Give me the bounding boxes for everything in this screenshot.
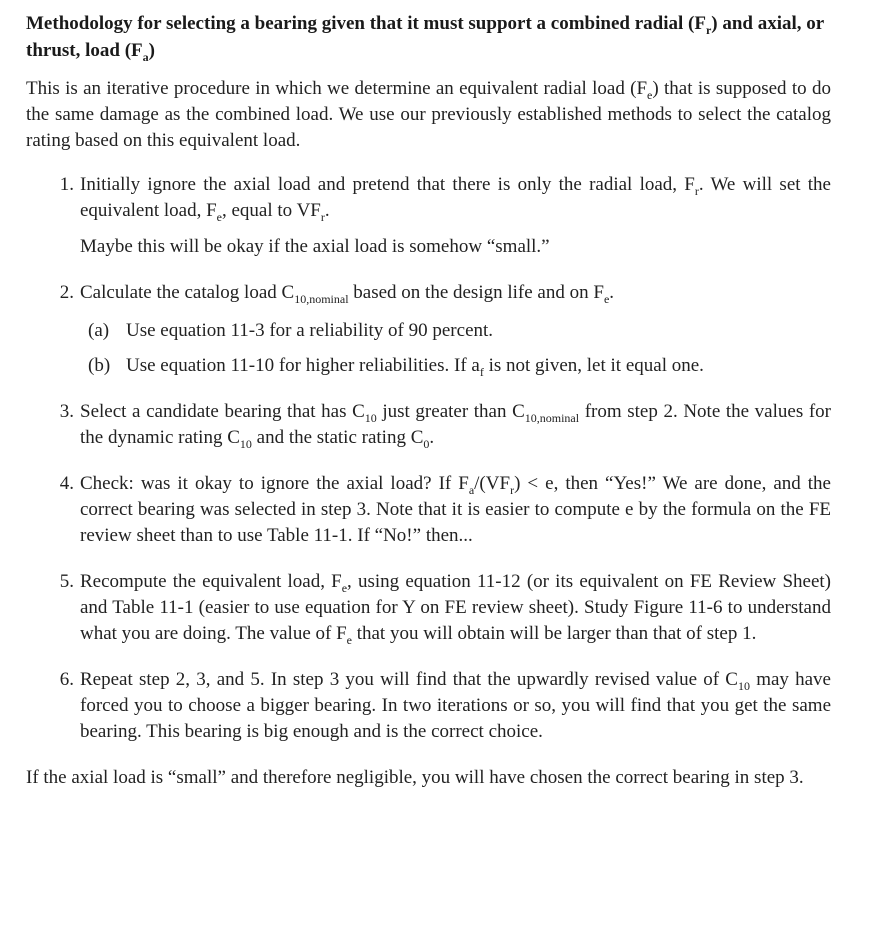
sub-text: Use equation 11-3 for a reliability of 90 percent. [126,320,494,341]
step-4-text [80,471,831,549]
step-1-text [80,172,831,224]
step-5-c: that you will obtain will be larger than that of step 1. [351,623,757,644]
step-1-c: , equal to VF [222,200,321,221]
step-1-a: Initially ignore the axial load and pretend that there is only the radial load, F [80,174,695,195]
step-3-c-sub: 10 [239,436,252,451]
step-1-d: . [324,200,330,221]
step-5-b: , using equation 11-12 (or its equivalent on FE Review Sheet) and Table 11-1 (easier to use equation for Y on FE review sheet). Study Figure 11-6 to understand what you are doing. The value of F [80,571,832,644]
title-sub-r: r [705,22,712,37]
step-1-b: . We will set the equivalent load, F [80,174,831,221]
closing-paragraph: If the axial load is “small” and therefore negligible, you will have chosen the correct bearing in step 3. [26,767,804,788]
step-2-sub-b [80,353,831,379]
step-3-b-sub: 10,nominal [524,410,580,425]
step-4-a: Check: was it okay to ignore the axial load? If F [80,473,469,494]
step-number: 4. [59,473,74,494]
step-number: 6. [59,669,74,690]
intro-text-2: ) that is supposed to do the same damage as the combined load. We use our previously established methods to select the catalog rating based on this equivalent load. [26,78,831,151]
intro-paragraph [26,76,831,154]
step-3-c: from step 2. Note the values for the dynamic rating C [80,401,831,448]
step-4-b-sub: r [510,482,515,497]
title-sub-a: a [142,49,149,64]
step-4 [26,471,831,549]
step-5-b-sub: e [346,632,352,647]
step-3-text [80,399,831,451]
sub-label: (a) [88,320,110,341]
step-3-a-sub: 10 [364,410,377,425]
step-6-b: may have forced you to choose a bigger bearing. In two iterations or so, you will find that you get the same bearing. This bearing is big enough and is the correct choice. [80,669,831,742]
sub-label: (b) [88,355,111,376]
step-6-text [80,667,831,745]
title-text-1: Methodology for selecting a bearing given that it must support a combined radial (F [26,13,706,34]
step-6-a: Repeat step 2, 3, and 5. In step 3 you will find that the upwardly revised value of C [80,669,738,690]
step-2-a-sub: 10,nominal [294,291,349,306]
steps-list [26,172,831,745]
step-number: 2. [59,282,74,303]
intro-text-1: This is an iterative procedure in which we determine an equivalent radial load (F [26,78,648,99]
intro-sub-e: e [647,87,653,102]
step-number: 3. [59,401,74,422]
step-3-b: just greater than C [376,401,525,422]
step-2-sub-a [80,318,831,344]
sub-text-sub: f [479,364,484,379]
step-5-a-sub: e [341,580,348,595]
step-2-text [80,280,831,306]
step-6-a-sub: 10 [737,678,750,693]
step-4-a-sub: a [468,482,475,497]
step-1-c-sub: r [320,209,325,224]
step-1-b-sub: e [216,209,222,224]
document-page [26,10,831,791]
title-text-3: ) [148,40,155,61]
step-number: 5. [59,571,74,592]
step-1-a-sub: r [694,183,699,198]
step-5-text [80,569,831,647]
step-4-b: /(VF [474,473,511,494]
step-3 [26,399,831,451]
sub-text-2: is not given, let it equal one. [483,355,704,376]
step-5-a: Recompute the equivalent load, F [80,571,342,592]
step-2-a: Calculate the catalog load C [80,282,295,303]
step-3-e: . [429,427,435,448]
document-title [26,10,831,64]
step-2-b-sub: e [603,291,610,306]
title-text-2: ) and axial, or thrust, load (F [26,13,824,61]
step-1-note: Maybe this will be okay if the axial load is somehow “small.” [80,236,550,257]
step-3-a: Select a candidate bearing that has C [80,401,365,422]
step-5 [26,569,831,647]
step-number: 1. [59,174,74,195]
sub-text-1: Use equation 11-10 for higher reliabilities. If a [126,355,480,376]
step-3-d: and the static rating C [251,427,424,448]
step-4-c: ) < e, then “Yes!” We are done, and the correct bearing was selected in step 3. Note that it is easier to compute e by the formula on the FE review sheet than to use Table 11-1. If “No!” then... [80,473,831,546]
step-2-c: . [609,282,615,303]
step-6 [26,667,831,745]
step-2-sublist [80,318,831,379]
step-1 [26,172,831,260]
step-3-d-sub: 0 [423,436,430,451]
step-2-b: based on the design life and on F [348,282,604,303]
step-2 [26,280,831,379]
